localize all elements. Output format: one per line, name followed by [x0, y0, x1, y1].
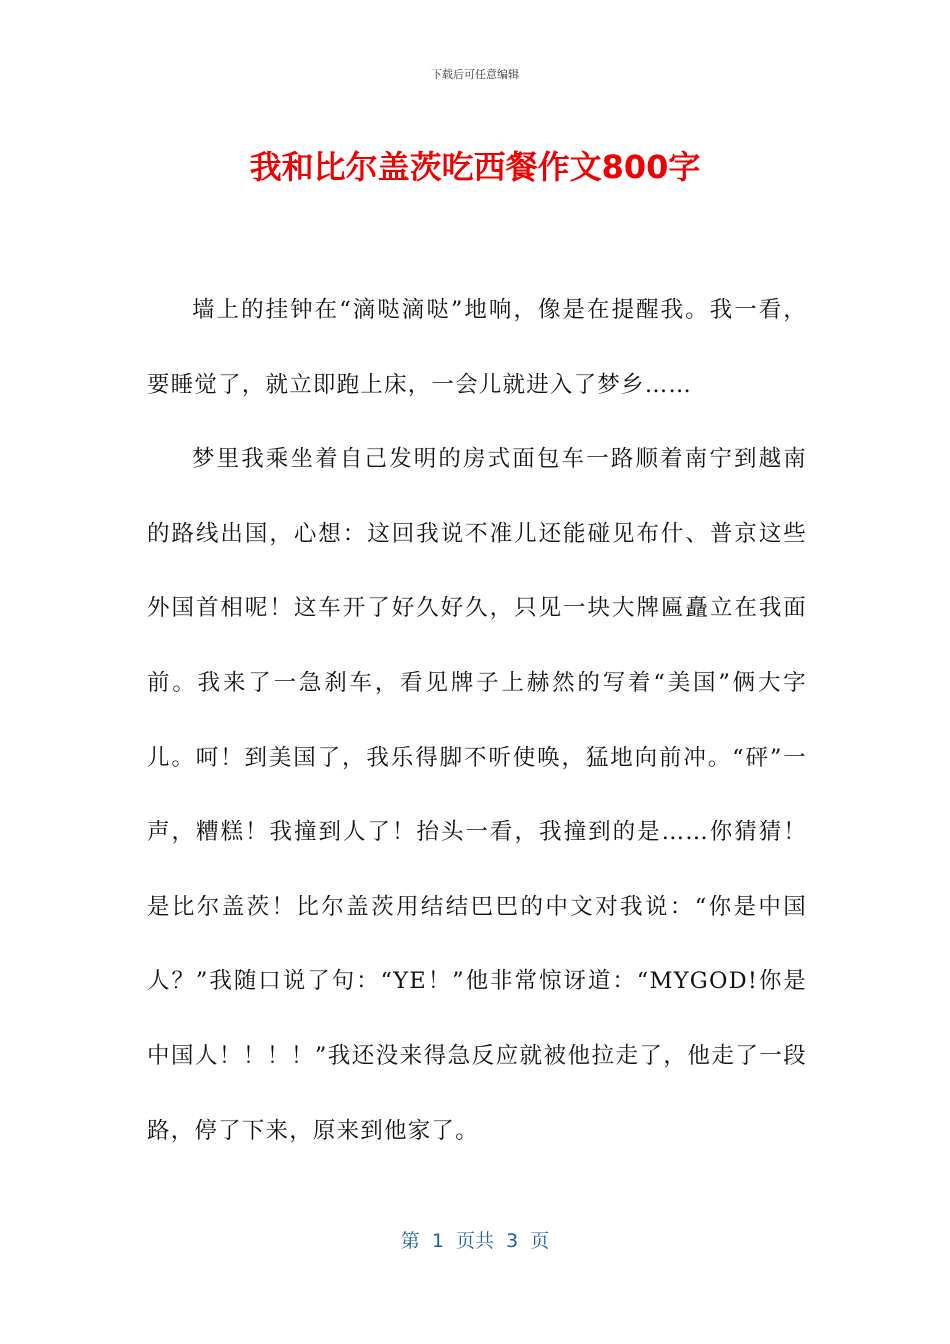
page-number-footer: 第 1 页共 3 页 — [400, 1230, 550, 1252]
paragraph-1: 墙上的挂钟在“滴哒滴哒”地响，像是在提醒我。我一看，要睡觉了，就立即跑上床，一会儿就进入了梦乡…… — [147, 297, 807, 398]
document-body — [147, 273, 807, 1168]
header-note: 下载后可任意编辑 — [431, 68, 519, 81]
paragraph-2: 梦里我乘坐着自己发明的房式面包车一路顺着南宁到越南的路线出国，心想：这回我说不准儿还能碰见布什、普京这些外国首相呢！这车开了好久好久，只见一块大牌匾矗立在我面前。我来了一急刹车，看见牌子上赫然的写着“美国”俩大字儿。呵！到美国了，我乐得脚不听使唤，猛地向前冲。“砰”一声，糟糕！我撞到人了！抬头一看，我撞到的是……你猜猜！是比尔盖茨！比尔盖茨用结结巴巴的中文对我说：“你是中国人？”我随口说了句：“YE！”他非常惊讶道：“MYGOD!你是中国人！！！！”我还没来得急反应就被他拉走了，他走了一段路，停了下来，原来到他家了。 — [147, 446, 807, 1144]
document-title: 我和比尔盖茨吃西餐作文800字 — [249, 148, 701, 186]
